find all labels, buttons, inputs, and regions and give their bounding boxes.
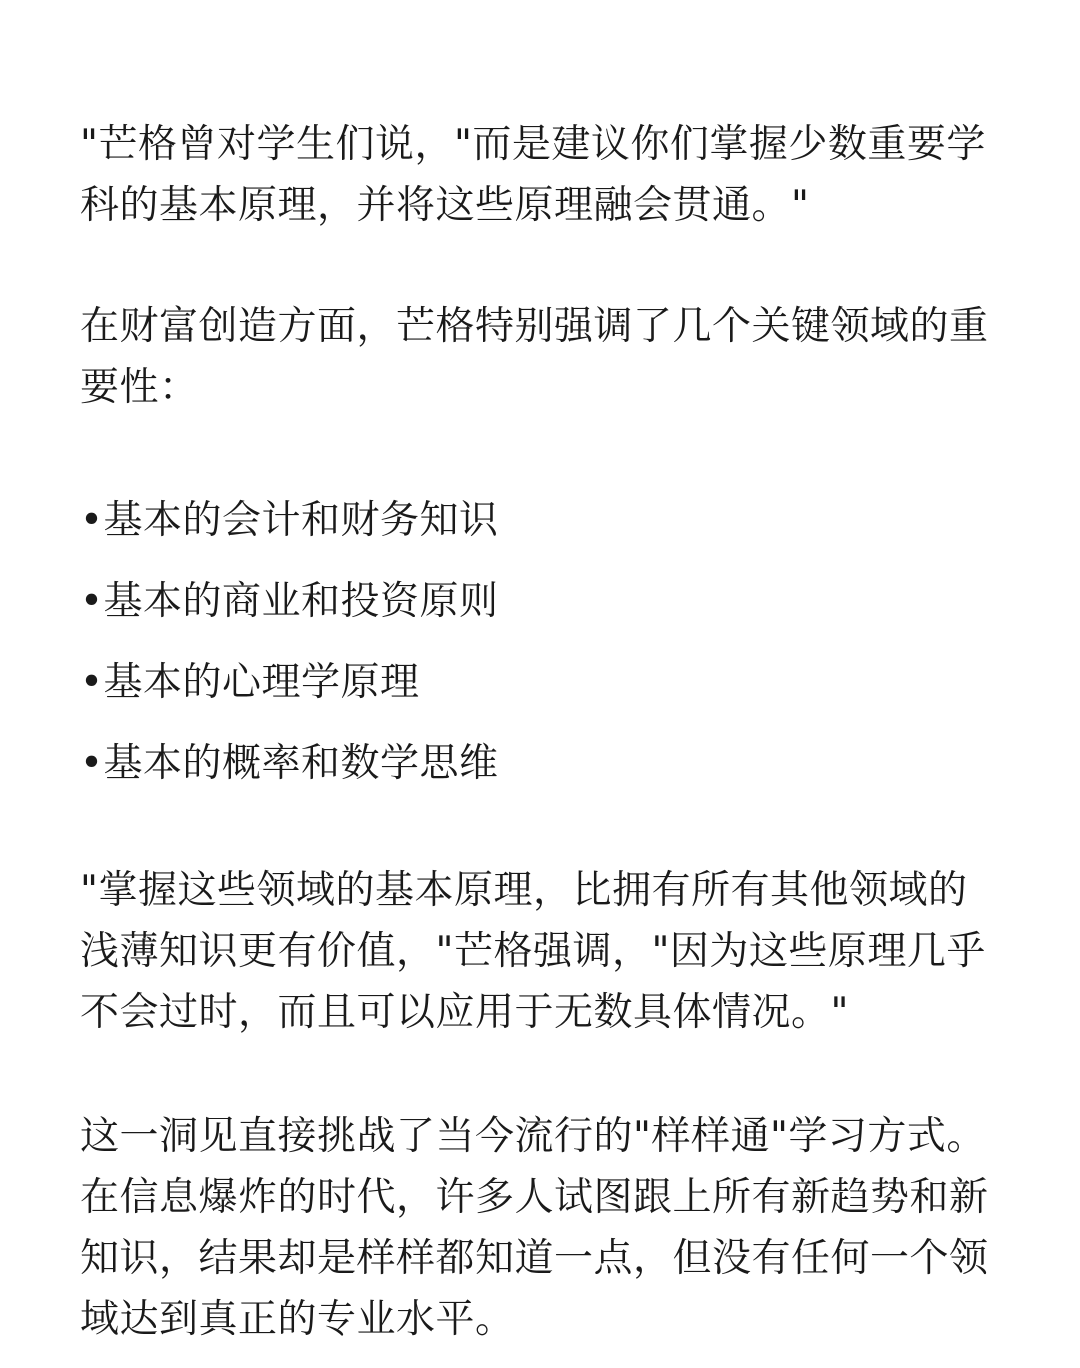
list-item: •基本的会计和财务知识 bbox=[80, 498, 499, 543]
list-item: •基本的概率和数学思维 bbox=[80, 741, 499, 786]
list-item: •基本的商业和投资原则 bbox=[80, 579, 499, 624]
paragraph-principles-value: "掌握这些领域的基本原理，比拥有所有其他领域的 浅薄知识更有价值，"芒格强调，"因为这些原理几乎 不会过时，而且可以应用于无数具体情况。" bbox=[80, 868, 986, 1035]
list-item: •基本的心理学原理 bbox=[80, 660, 420, 705]
paragraph-wealth-intro: 在财富创造方面，芒格特别强调了几个关键领域的重 要性： bbox=[80, 304, 989, 410]
paragraph-munger-quote: "芒格曾对学生们说，"而是建议你们掌握少数重要学 科的基本原理，并将这些原理融会贯通。" bbox=[80, 122, 986, 228]
paragraph-insight: 这一洞见直接挑战了当今流行的"样样通"学习方式。 在信息爆炸的时代，许多人试图跟上所有新趋势和新 知识，结果却是样样都知道一点，但没有任何一个领 域达到真正的专业水平。 bbox=[80, 1114, 989, 1342]
key-areas-list bbox=[80, 490, 1030, 814]
